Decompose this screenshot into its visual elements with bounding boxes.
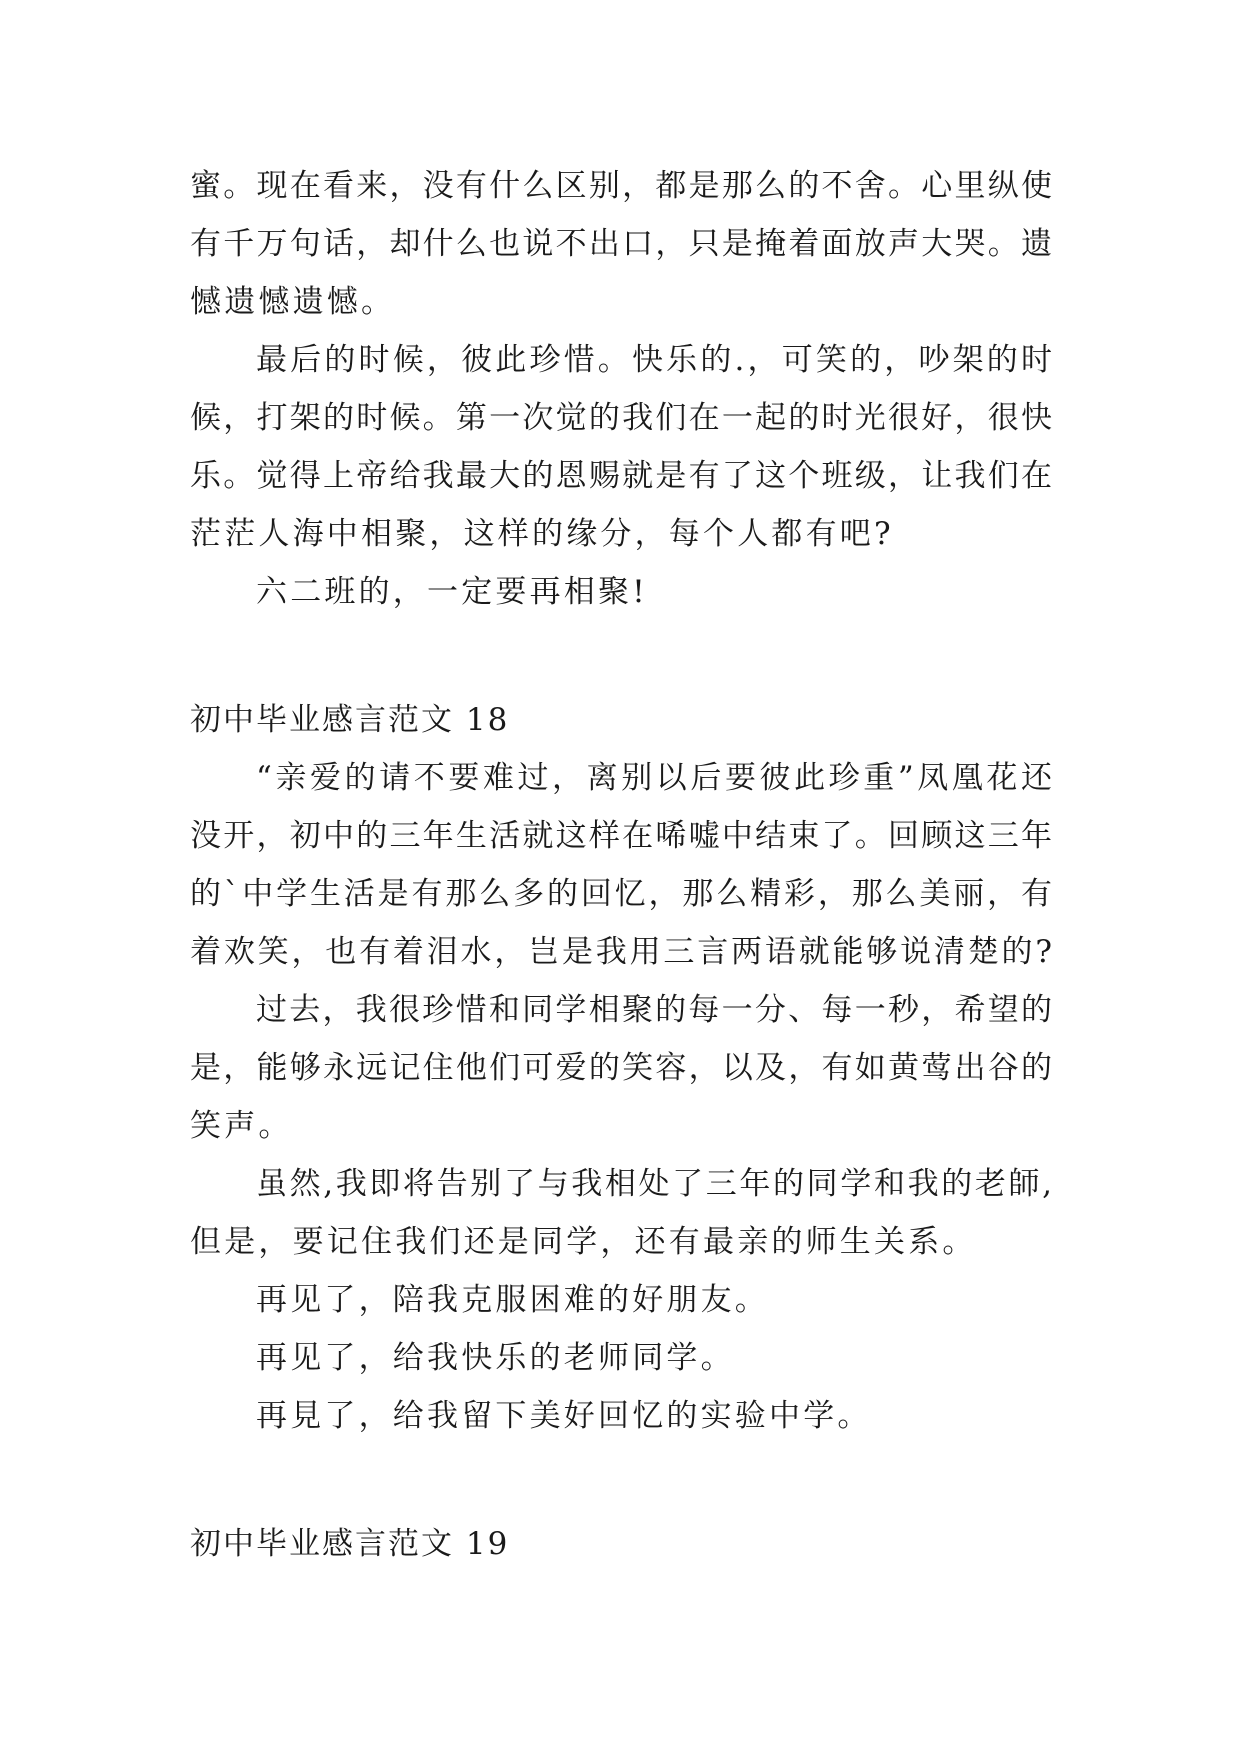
text-line: 再见了，陪我克服困难的好朋友。	[256, 1282, 769, 1318]
text-line: 笑声。	[190, 1108, 293, 1144]
section-heading: 初中毕业感言范文 18	[190, 702, 510, 738]
text-line: 虽然,我即将告别了与我相处了三年的同学和我的老師,	[256, 1166, 1052, 1202]
text-line: 没开，初中的三年生活就这样在唏嘘中结束了。回顾这三年	[190, 818, 1052, 854]
text-line: 蜜。现在看来，没有什么区别，都是那么的不舍。心里纵使	[190, 168, 1052, 204]
paragraph	[190, 1155, 1052, 1271]
text-line: 过去，我很珍惜和同学相聚的每一分、每一秒，希望的	[256, 992, 1052, 1028]
paragraph-continuation	[190, 157, 1052, 331]
paragraph	[190, 331, 1052, 563]
text-line: 再见了，给我快乐的老师同学。	[256, 1340, 735, 1376]
text-line: 但是，要记住我们还是同学，还有最亲的师生关系。	[190, 1224, 977, 1260]
text-line: 着欢笑，也有着泪水，岂是我用三言两语就能够说清楚的?	[190, 934, 1052, 970]
text-line: 茫茫人海中相聚，这样的缘分，每个人都有吧?	[190, 516, 894, 552]
paragraph	[190, 981, 1052, 1155]
text-line: 乐。觉得上帝给我最大的恩赐就是有了这个班级，让我们在	[190, 458, 1052, 494]
text-line: 憾遗憾遗憾。	[190, 284, 396, 320]
text-line: 最后的时候，彼此珍惜。快乐的.，可笑的，吵架的时	[256, 342, 1052, 378]
text-line: 是，能够永远记住他们可爱的笑容，以及，有如黄莺出谷的	[190, 1050, 1052, 1086]
paragraph	[190, 563, 1052, 621]
text-line: “亲爱的请不要难过，离别以后要彼此珍重”凤凰花还	[256, 760, 1052, 796]
text-line: 候，打架的时候。第一次觉的我们在一起的时光很好，很快	[190, 400, 1052, 436]
paragraph	[190, 1329, 1052, 1387]
text-line: 的`中学生活是有那么多的回忆，那么精彩，那么美丽，有	[190, 876, 1052, 912]
text-line: 有千万句话，却什么也说不出口，只是掩着面放声大哭。遗	[190, 226, 1052, 262]
paragraph	[190, 749, 1052, 981]
section-heading: 初中毕业感言范文 19	[190, 1526, 510, 1562]
text-line: 六二班的，一定要再相聚!	[256, 574, 648, 610]
text-line: 再見了，给我留下美好回忆的实验中学。	[256, 1398, 872, 1434]
paragraph	[190, 1387, 1052, 1445]
paragraph	[190, 1271, 1052, 1329]
